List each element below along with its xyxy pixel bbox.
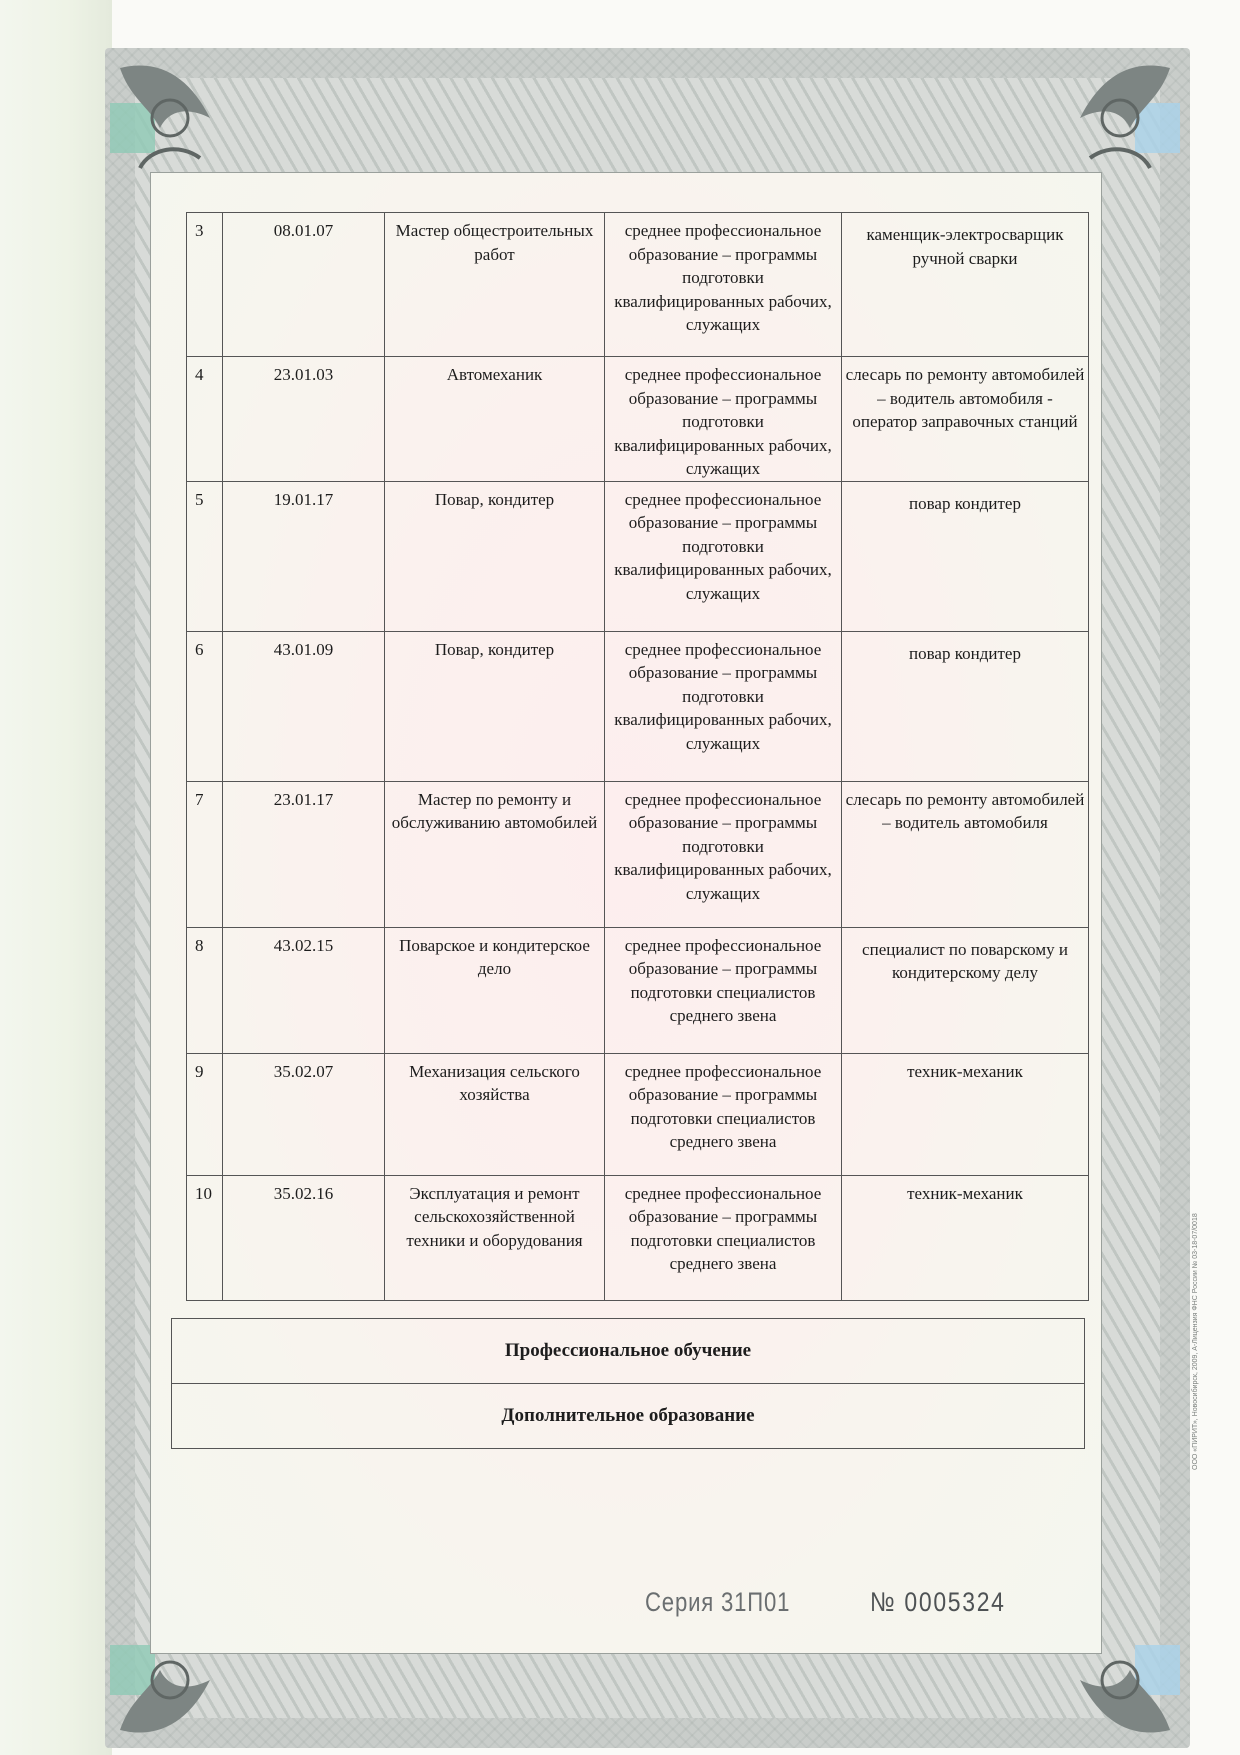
program-name: Эксплуатация и ремонт сельскохозяйственной техники и оборудования — [385, 1175, 605, 1300]
qualification: специалист по поварскому и кондитерскому делу — [842, 927, 1089, 1053]
table-row — [187, 1175, 1089, 1300]
row-number: 6 — [187, 631, 223, 781]
program-name: Автомеханик — [385, 357, 605, 482]
education-level: среднее профессиональное образование – программы подготовки специалистов среднего звена — [605, 1175, 842, 1300]
row-number: 4 — [187, 357, 223, 482]
education-programs-table — [186, 212, 1089, 1301]
program-code: 35.02.07 — [223, 1053, 385, 1175]
table-row — [187, 481, 1089, 631]
form-number: № 0005324 — [870, 1587, 1006, 1617]
education-level: среднее профессиональное образование – программы подготовки квалифицированных рабочих, служащих — [605, 213, 842, 357]
table-row — [187, 781, 1089, 927]
table-row — [187, 357, 1089, 482]
qualification: повар кондитер — [842, 481, 1089, 631]
row-number: 9 — [187, 1053, 223, 1175]
qualification: каменщик-электросварщик ручной сварки — [842, 213, 1089, 357]
program-code: 08.01.07 — [223, 213, 385, 357]
qualification: слесарь по ремонту автомобилей – водитель автомобиля - оператор заправочных станций — [842, 357, 1089, 482]
qualification: повар кондитер — [842, 631, 1089, 781]
education-sections — [171, 1318, 1085, 1449]
program-code: 43.01.09 — [223, 631, 385, 781]
education-level: среднее профессиональное образование – программы подготовки квалифицированных рабочих, служащих — [605, 631, 842, 781]
qualification: слесарь по ремонту автомобилей – водитель автомобиля — [842, 781, 1089, 927]
section-additional-education: Дополнительное образование — [172, 1383, 1084, 1448]
education-level: среднее профессиональное образование – программы подготовки квалифицированных рабочих, служащих — [605, 357, 842, 482]
section-professional-training: Профессиональное обучение — [504, 1340, 752, 1361]
program-code: 23.01.03 — [223, 357, 385, 482]
table-row — [187, 1053, 1089, 1175]
program-name: Механизация сельского хозяйства — [385, 1053, 605, 1175]
program-name: Повар, кондитер — [385, 631, 605, 781]
row-number: 3 — [187, 213, 223, 357]
row-number: 5 — [187, 481, 223, 631]
form-series: Серия 31П01 — [645, 1587, 791, 1617]
table-row — [187, 631, 1089, 781]
education-level: среднее профессиональное образование – программы подготовки специалистов среднего звена — [605, 1053, 842, 1175]
program-name: Мастер общестроительных работ — [385, 213, 605, 357]
program-code: 23.01.17 — [223, 781, 385, 927]
education-level: среднее профессиональное образование – программы подготовки квалифицированных рабочих, служащих — [605, 781, 842, 927]
row-number: 7 — [187, 781, 223, 927]
printer-mark: ООО «ПИРИТ», Новосибирск, 2009, А-Лицензия ФНС России № 03-18-07/0018 — [1192, 1213, 1199, 1470]
education-level: среднее профессиональное образование – программы подготовки специалистов среднего звена — [605, 927, 842, 1053]
program-code: 43.02.15 — [223, 927, 385, 1053]
program-code: 19.01.17 — [223, 481, 385, 631]
education-level: среднее профессиональное образование – программы подготовки квалифицированных рабочих, служащих — [605, 481, 842, 631]
qualification: техник-механик — [842, 1175, 1089, 1300]
scan-margin — [0, 0, 112, 1755]
program-name: Мастер по ремонту и обслуживанию автомобилей — [385, 781, 605, 927]
program-name: Поварское и кондитерское дело — [385, 927, 605, 1053]
row-number: 10 — [187, 1175, 223, 1300]
row-number: 8 — [187, 927, 223, 1053]
table-row — [187, 927, 1089, 1053]
program-code: 35.02.16 — [223, 1175, 385, 1300]
program-name: Повар, кондитер — [385, 481, 605, 631]
qualification: техник-механик — [842, 1053, 1089, 1175]
table-row — [187, 213, 1089, 357]
